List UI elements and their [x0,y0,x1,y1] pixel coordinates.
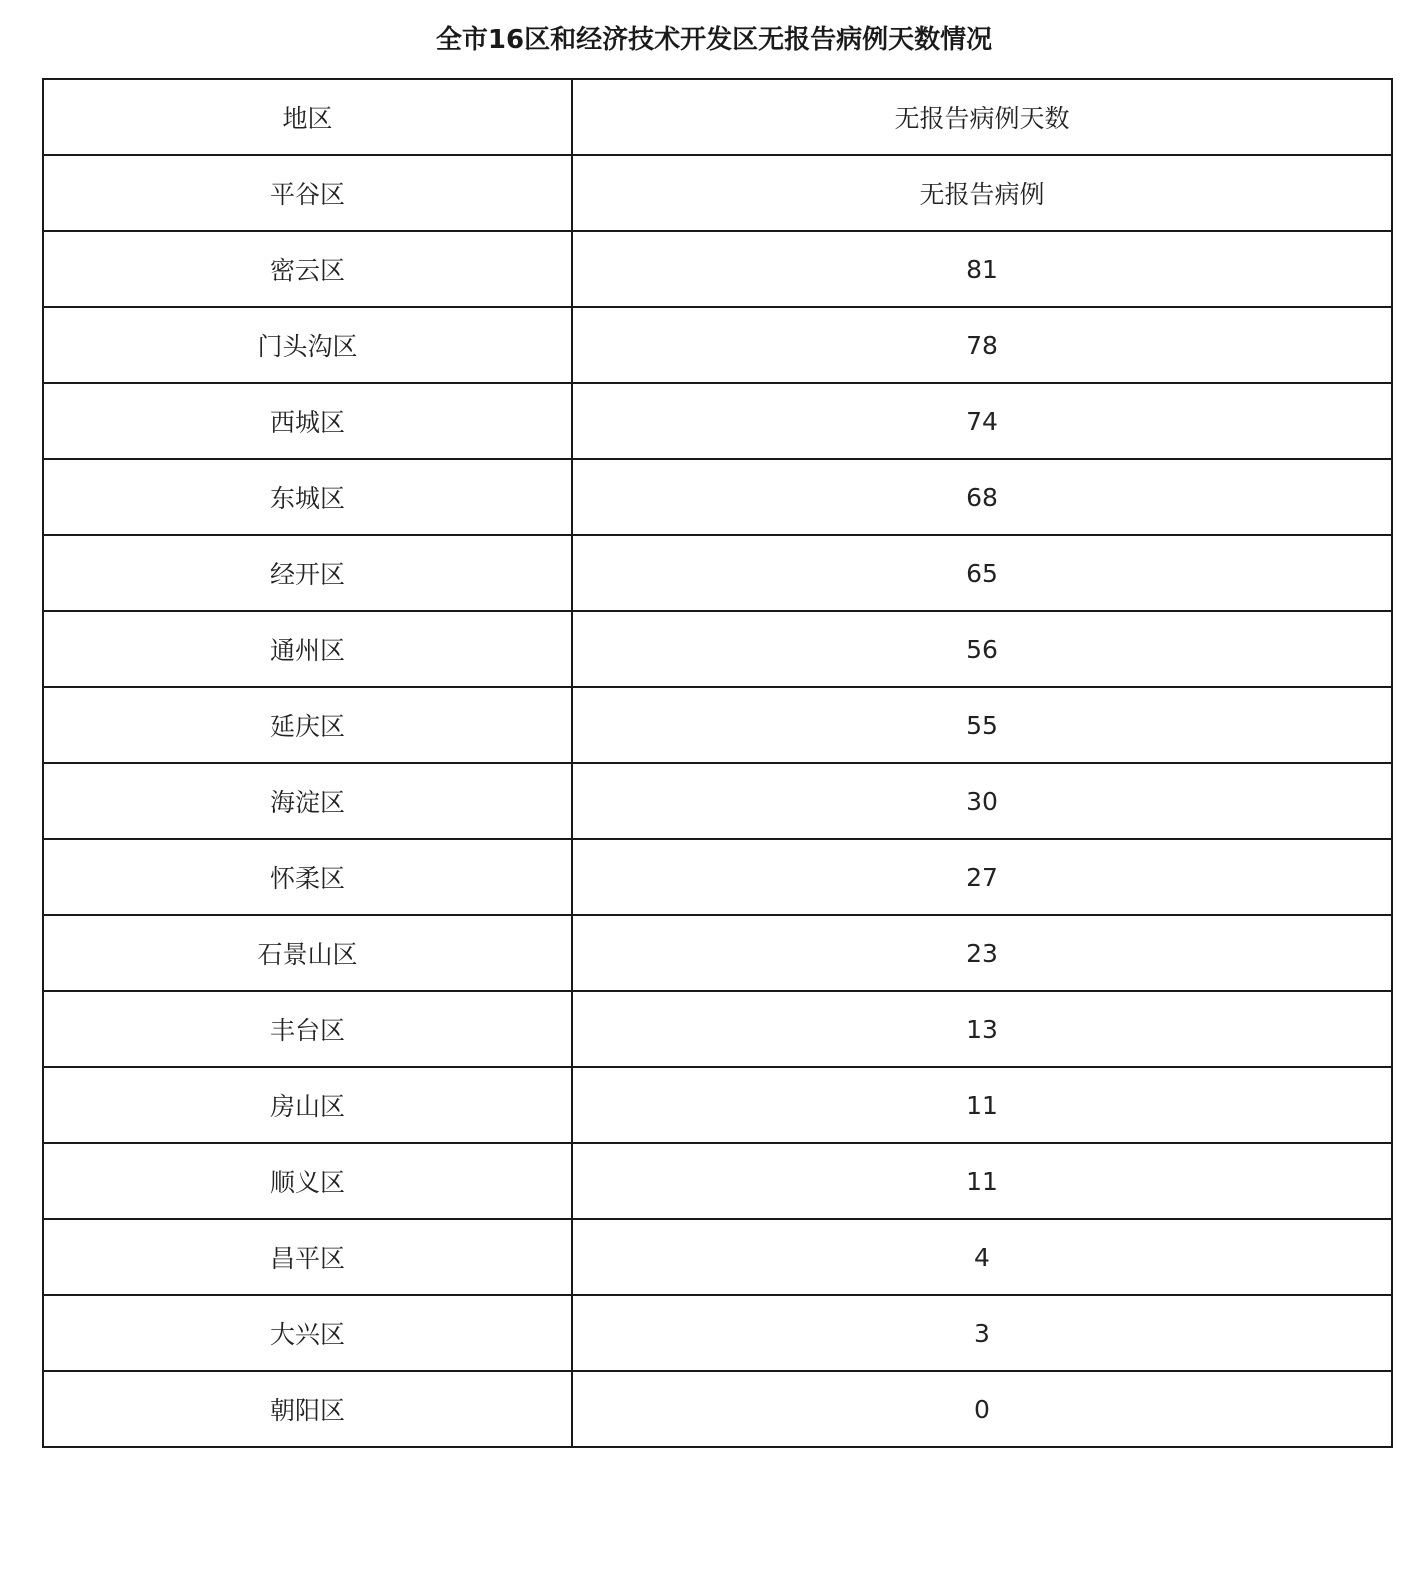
region-cell: 房山区 [43,1067,572,1143]
table-row [43,1219,1392,1295]
table-row [43,1067,1392,1143]
table-row [43,383,1392,459]
days-cell: 无报告病例 [572,155,1392,231]
table-row [43,611,1392,687]
no-case-days-table [42,78,1393,1448]
days-cell: 3 [572,1295,1392,1371]
days-cell: 55 [572,687,1392,763]
days-cell: 4 [572,1219,1392,1295]
header-no-case-days: 无报告病例天数 [572,79,1392,155]
header-region: 地区 [43,79,572,155]
region-cell: 顺义区 [43,1143,572,1219]
region-cell: 门头沟区 [43,307,572,383]
table-row [43,1371,1392,1447]
table-row [43,1143,1392,1219]
region-cell: 经开区 [43,535,572,611]
days-cell: 0 [572,1371,1392,1447]
region-cell: 丰台区 [43,991,572,1067]
region-cell: 石景山区 [43,915,572,991]
table-row [43,535,1392,611]
days-cell: 11 [572,1067,1392,1143]
days-cell: 74 [572,383,1392,459]
days-cell: 81 [572,231,1392,307]
table-row [43,839,1392,915]
table-row [43,231,1392,307]
region-cell: 昌平区 [43,1219,572,1295]
region-cell: 大兴区 [43,1295,572,1371]
region-cell: 西城区 [43,383,572,459]
table-row [43,915,1392,991]
days-cell: 30 [572,763,1392,839]
region-cell: 东城区 [43,459,572,535]
days-cell: 68 [572,459,1392,535]
table-header-row [43,79,1392,155]
days-cell: 11 [572,1143,1392,1219]
table-row [43,307,1392,383]
region-cell: 平谷区 [43,155,572,231]
region-cell: 海淀区 [43,763,572,839]
table-row [43,459,1392,535]
region-cell: 密云区 [43,231,572,307]
table-row [43,155,1392,231]
days-cell: 78 [572,307,1392,383]
days-cell: 23 [572,915,1392,991]
days-cell: 56 [572,611,1392,687]
table-row [43,991,1392,1067]
table-row [43,687,1392,763]
table-row [43,1295,1392,1371]
days-cell: 27 [572,839,1392,915]
region-cell: 延庆区 [43,687,572,763]
page-title: 全市16区和经济技术开发区无报告病例天数情况 [435,25,993,55]
region-cell: 怀柔区 [43,839,572,915]
days-cell: 65 [572,535,1392,611]
region-cell: 朝阳区 [43,1371,572,1447]
region-cell: 通州区 [43,611,572,687]
days-cell: 13 [572,991,1392,1067]
table-row [43,763,1392,839]
